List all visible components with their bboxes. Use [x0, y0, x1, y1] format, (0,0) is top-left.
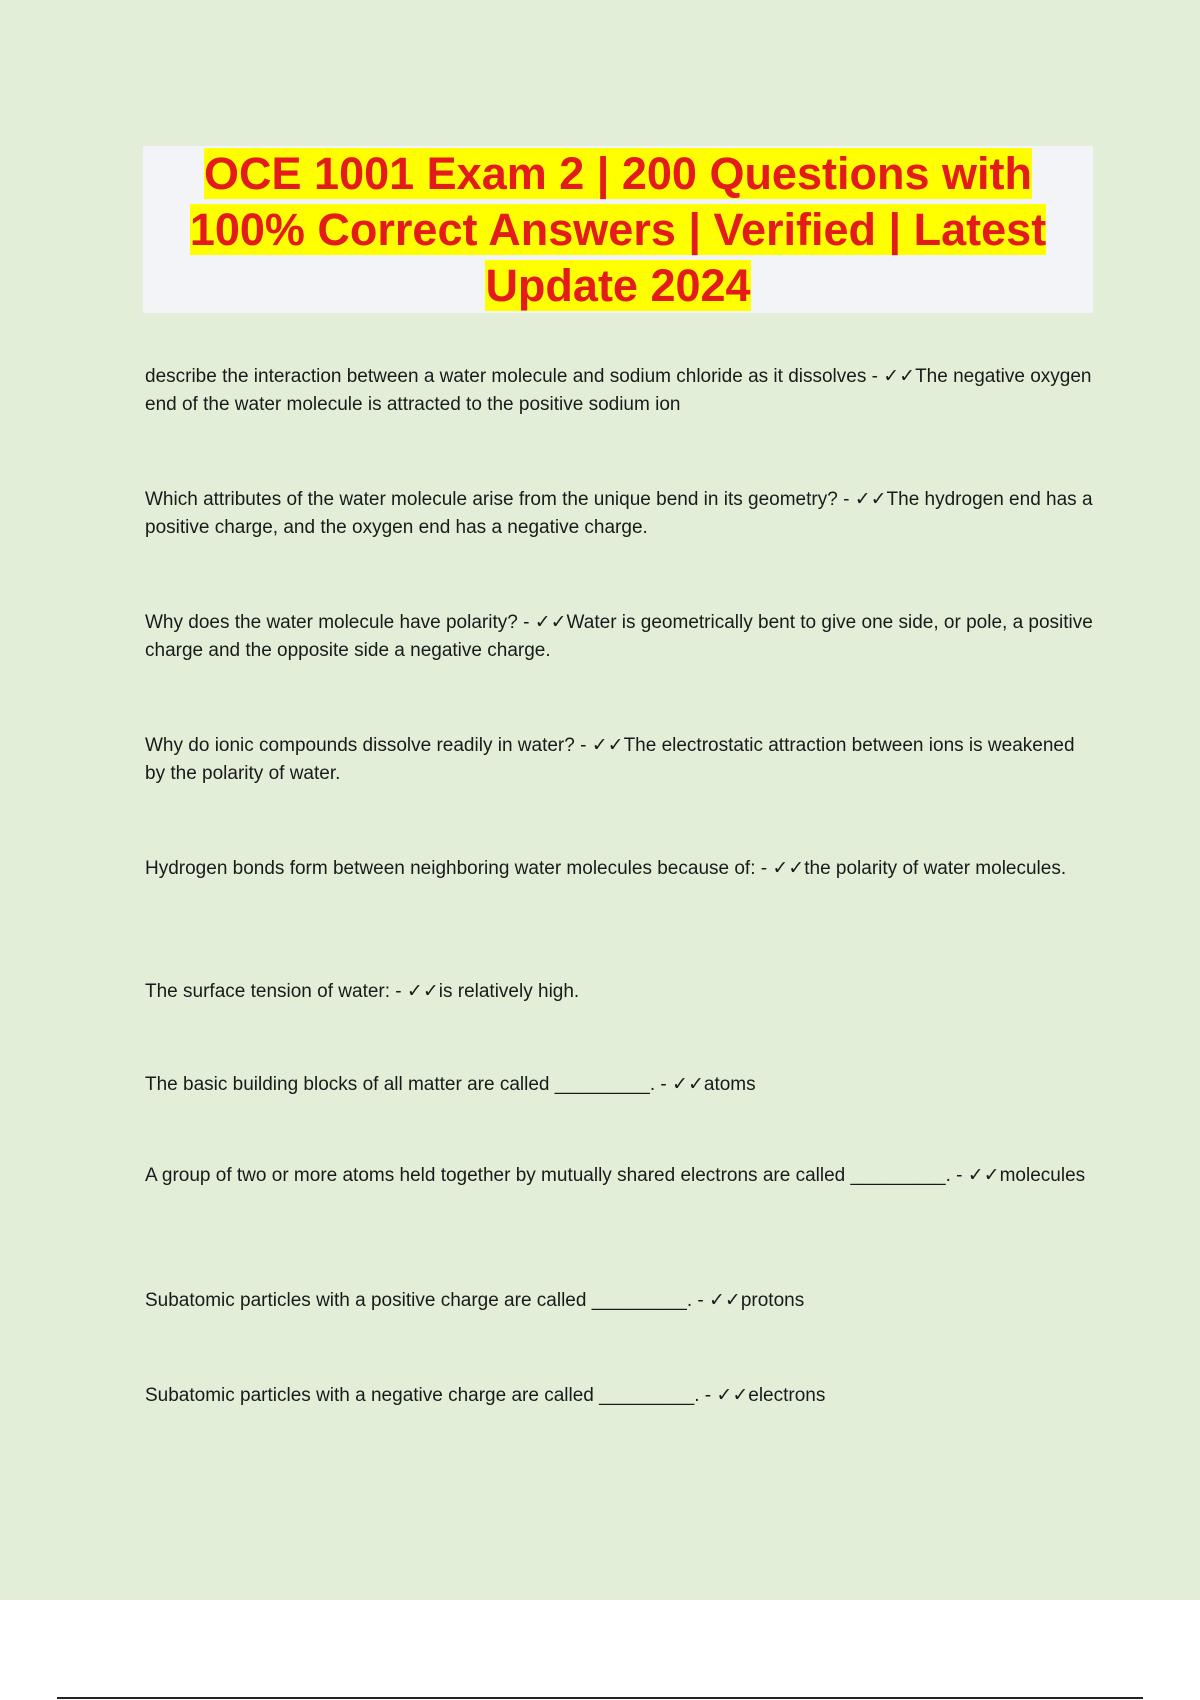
qa-item	[145, 731, 1095, 788]
qa-item	[145, 1161, 1095, 1190]
qa-item	[145, 485, 1095, 542]
question-text: A group of two or more atoms held together by mutually shared electrons are called _________.	[145, 1165, 951, 1186]
double-check-icon: ✓✓	[854, 488, 887, 510]
question-text: The basic building blocks of all matter are called _________.	[145, 1074, 656, 1095]
separator: -	[755, 858, 773, 879]
separator: -	[699, 1385, 717, 1406]
answer-text: protons	[740, 1290, 805, 1311]
question-text: describe the interaction between a water molecule and sodium chloride as it dissolves	[145, 366, 867, 387]
double-check-icon: ✓✓	[672, 1073, 704, 1095]
qa-item	[145, 362, 1095, 419]
separator: -	[692, 1290, 709, 1311]
double-check-icon: ✓✓	[406, 980, 439, 1002]
double-check-icon: ✓✓	[709, 1289, 741, 1311]
question-text: Which attributes of the water molecule arise from the unique bend in its geometry?	[145, 489, 838, 510]
title-banner	[143, 146, 1093, 313]
qa-item	[145, 977, 1095, 1006]
answer-text: The negative oxygen end of the water molecule is attracted to the positive sodium ion	[145, 366, 1092, 415]
qa-item	[145, 608, 1095, 665]
question-text: Subatomic particles with a positive charge are called _________.	[145, 1290, 693, 1311]
double-check-icon: ✓✓	[967, 1164, 1000, 1186]
answer-text: molecules	[999, 1165, 1086, 1186]
question-text: The surface tension of water:	[145, 981, 391, 1002]
qa-item	[145, 1070, 1095, 1099]
separator: -	[574, 735, 592, 756]
qa-item	[145, 854, 1095, 883]
question-text: Why do ionic compounds dissolve readily in water?	[145, 735, 575, 756]
double-check-icon: ✓✓	[591, 734, 624, 756]
double-check-icon: ✓✓	[883, 365, 916, 387]
double-check-icon: ✓✓	[772, 857, 805, 879]
answer-text: Water is geometrically bent to give one side, or pole, a positive charge and the opposite side a negative charge.	[145, 612, 1093, 661]
double-check-icon: ✓✓	[716, 1384, 749, 1406]
question-text: Subatomic particles with a negative charge are called _________.	[145, 1385, 700, 1406]
separator: -	[517, 612, 535, 633]
answer-text: The hydrogen end has a positive charge, and the oxygen end has a negative charge.	[145, 489, 1093, 538]
double-check-icon: ✓✓	[534, 611, 567, 633]
separator: -	[866, 366, 884, 387]
separator: -	[655, 1074, 673, 1095]
document-title: OCE 1001 Exam 2 | 200 Questions with 100% Correct Answers | Verified | Latest Update 2024	[189, 148, 1047, 311]
separator: -	[390, 981, 407, 1002]
qa-item	[145, 1286, 1095, 1315]
separator: -	[837, 489, 855, 510]
separator: -	[950, 1165, 968, 1186]
question-text: Hydrogen bonds form between neighboring water molecules because of:	[145, 858, 756, 879]
qa-item	[145, 1381, 1095, 1410]
answer-text: the polarity of water molecules.	[804, 858, 1067, 879]
answer-text: atoms	[703, 1074, 756, 1095]
question-text: Why does the water molecule have polarity?	[145, 612, 518, 633]
answer-text: The electrostatic attraction between ions is weakened by the polarity of water.	[145, 735, 1075, 784]
footer-divider	[57, 1697, 1143, 1699]
answer-text: is relatively high.	[438, 981, 580, 1002]
answer-text: electrons	[748, 1385, 826, 1406]
